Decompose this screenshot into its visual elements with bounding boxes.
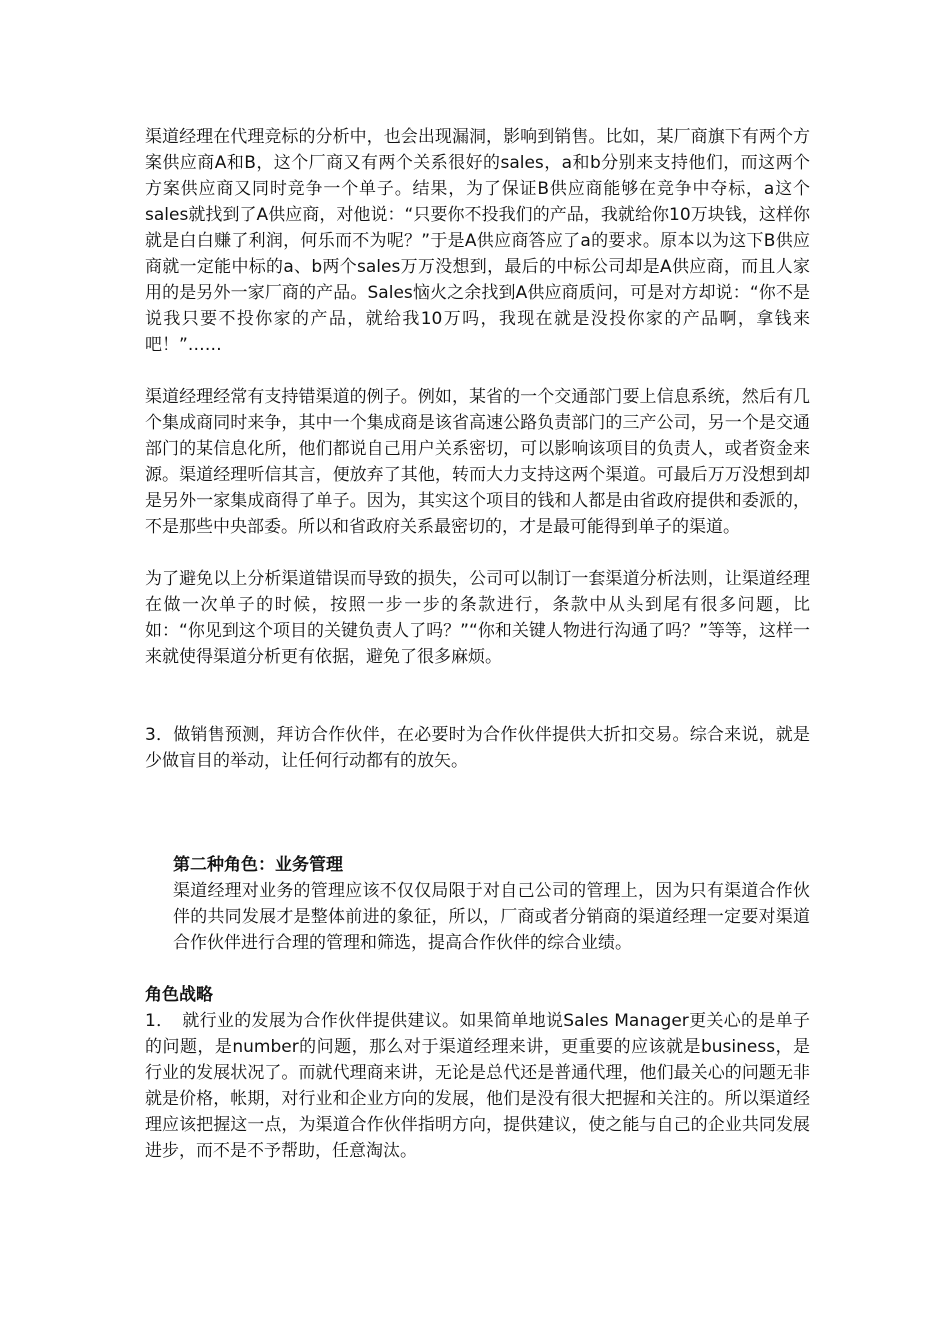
role-heading: 第二种角色：业务管理 — [173, 855, 343, 875]
document-body — [145, 124, 810, 1164]
paragraph-wrong-channel: 渠道经理经常有支持错渠道的例子。例如，某省的一个交通部门要上信息系统，然后有几个集成商同时来争，其中一个集成商是该省高速公路负责部门的三产公司，另一个是交通部门的某信息化所，他们都说自己用户关系密切，可以影响该项目的负责人，或者资金来源。渠道经理听信其言，便放弃了其他，转而大力支持这两个渠道。可最后万万没想到却是另外一家集成商得了单子。因为，其实这个项目的钱和人都是由省政府提供和委派的，不是那些中央部委。所以和省政府关系最密切的，才是最可能得到单子的渠道。 — [145, 387, 810, 537]
paragraph-bidding-loophole: 渠道经理在代理竞标的分析中，也会出现漏洞，影响到销售。比如，某厂商旗下有两个方案供应商A和B，这个厂商又有两个关系很好的sales，a和b分别来支持他们，而这两个方案供应商又同时竞争一个单子。结果，为了保证B供应商能够在竞争中夺标，a这个sales就找到了A供应商，对他说：“只要你不投我们的产品，我就给你10万块钱，这样你就是白白赚了利润，何乐而不为呢？”于是A供应商答应了a的要求。原本以为这下B供应商就一定能中标的a、b两个sales万万没想到，最后的中标公司却是A供应商，而且人家用的是另外一家厂商的产品。Sales恼火之余找到A供应商质问，可是对方却说：“你不是说我只要不投你家的产品，就给我10万吗，我现在就是没投你家的产品啊，拿钱来吧！”…… — [145, 127, 810, 355]
strategy-section — [145, 982, 810, 1164]
role-section — [173, 852, 810, 956]
paragraph-analysis-rules: 为了避免以上分析渠道错误而导致的损失，公司可以制订一套渠道分析法则，让渠道经理在做一次单子的时候，按照一步一步的条款进行，条款中从头到尾有很多问题，比如：“你见到这个项目的关键负责人了吗？”“你和关键人物进行沟通了吗？”等等，这样一来就使得渠道分析更有依据，避免了很多麻烦。 — [145, 569, 810, 667]
strategy-heading: 角色战略 — [145, 985, 213, 1005]
paragraph-sales-forecast: 3．做销售预测，拜访合作伙伴，在必要时为合作伙伴提供大折扣交易。综合来说，就是少做盲目的举动，让任何行动都有的放矢。 — [145, 725, 810, 771]
strategy-item-1: 1． 就行业的发展为合作伙伴提供建议。如果简单地说Sales Manager更关心的是单子的问题，是number的问题，那么对于渠道经理来讲，更重要的应该就是business，是行业的发展状况了。而就代理商来讲，无论是总代还是普通代理，他们最关心的问题无非就是价格，帐期，对行业和企业方向的发展，他们是没有很大把握和关注的。所以渠道经理应该把握这一点，为渠道合作伙伴指明方向，提供建议，使之能与自己的企业共同发展进步，而不是不予帮助，任意淘汰。 — [145, 1011, 810, 1161]
role-body: 渠道经理对业务的管理应该不仅仅局限于对自己公司的管理上，因为只有渠道合作伙伴的共同发展才是整体前进的象征，所以，厂商或者分销商的渠道经理一定要对渠道合作伙伴进行合理的管理和筛选，提高合作伙伴的综合业绩。 — [173, 881, 810, 953]
